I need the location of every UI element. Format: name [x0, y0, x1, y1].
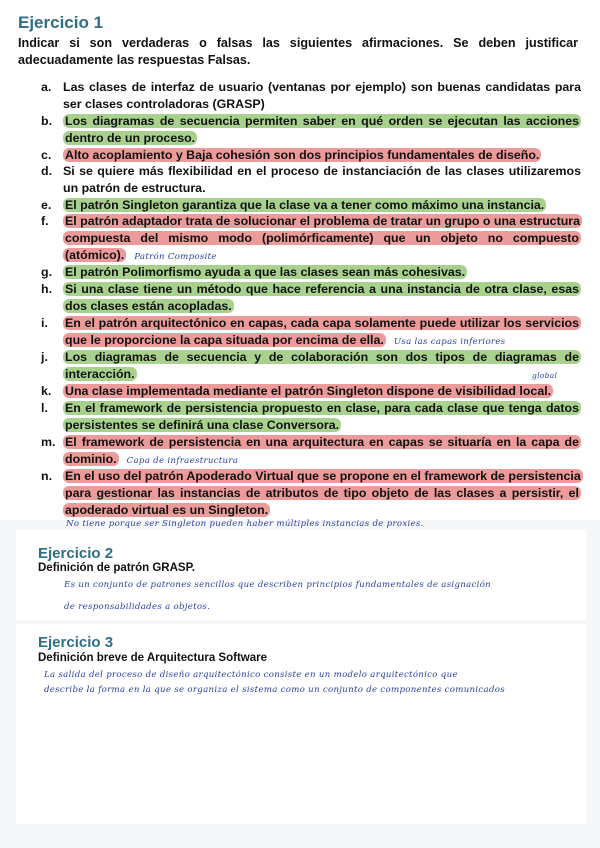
statement-letter: d. [41, 164, 53, 178]
statement-item [41, 113, 581, 147]
handwritten-note: Usa las capas inferiores [393, 337, 506, 347]
statement-letter: k. [41, 384, 52, 398]
exercise-3-answer-line-1: La salida del proceso de diseño arquitectónico consiste en un modelo arquitectónico que [44, 670, 458, 680]
statement-letter: a. [41, 80, 52, 94]
exercise-2-answer-line-2: de responsabilidades a objetos. [64, 602, 211, 612]
statement-item [41, 163, 581, 197]
statement-item [41, 281, 581, 315]
statement-letter: e. [41, 198, 52, 212]
statement-text: Las clases de interfaz de usuario (ventanas por ejemplo) son buenas candidatas para ser clases controladoras (GRASP) [63, 80, 581, 111]
statement-text: Una clase implementada mediante el patrón Singleton dispone de visibilidad local. [65, 384, 552, 398]
exercise-2-answer-line-1: Es un conjunto de patrones sencillos que describen principios fundamentales de asignación [64, 580, 491, 590]
statement-text: En el framework de persistencia propuesto en clase, para cada clase que tenga datos persistentes se definirá una clase Conversora. [65, 401, 579, 432]
statement-letter: h. [41, 282, 53, 296]
statement-item [41, 79, 581, 113]
statement-text: Si se quiere más flexibilidad en el proceso de instanciación de las clases utilizaremos un patrón de estructura. [63, 164, 581, 195]
exercise-2-prompt: Definición de patrón GRASP. [38, 562, 195, 574]
statement-text: El patrón Singleton garantiza que la clase va a tener como máximo una instancia. [65, 198, 545, 212]
statement-text: En el uso del patrón Apoderado Virtual que se propone en el framework de persistencia para gestionar las instancias de atributos de tipo objeto de las clases a persistir, el apoderado virtual es un Singleton. [65, 469, 581, 517]
statement-item [41, 383, 581, 400]
statement-item [41, 264, 581, 281]
statement-text: Los diagramas de secuencia permiten saber en qué orden se ejecutan las acciones dentro de un proceso. [65, 114, 579, 145]
statement-text: Los diagramas de secuencia y de colaboración son dos tipos de diagramas de interacción. [65, 350, 579, 381]
statement-item [41, 400, 581, 434]
statement-text: El patrón adaptador trata de solucionar el problema de tratar un grupo o una estructura compuesta del mismo modo (polimórficamente) que un objeto no compuesto (atómico). [65, 214, 580, 262]
statement-item [41, 434, 581, 470]
statement-item [41, 147, 581, 164]
statement-text: El framework de persistencia en una arquitectura en capas se situaría en la capa de dominio. [65, 435, 579, 466]
statement-letter: i. [41, 316, 48, 330]
statement-item [41, 468, 581, 519]
statement-item [41, 349, 581, 383]
exercise-3-title: Ejercicio 3 [38, 634, 114, 651]
handwritten-note-k: global [532, 371, 558, 380]
handwritten-note: Capa de infraestructura [126, 456, 239, 466]
exercise-3-prompt: Definición breve de Arquitectura Software [38, 652, 267, 664]
statement-letter: f. [41, 214, 49, 228]
statement-letter: n. [41, 469, 53, 483]
statement-letter: b. [41, 114, 53, 128]
exercise-1-instruction: Indicar si son verdaderas o falsas las siguientes afirmaciones. Se deben justificar adecuadamente las respuestas Falsas. [18, 36, 578, 67]
statement-letter: l. [41, 401, 48, 415]
statement-text: En el patrón arquitectónico en capas, cada capa solamente puede utilizar los servicios que le proporcione la capa situada por encima de ella. [65, 316, 579, 347]
handwritten-note-n: No tiene porque ser Singleton pueden haber múltiples instancias de proxies. [66, 519, 424, 529]
statement-item [41, 315, 581, 351]
statement-text: Si una clase tiene un método que hace referencia a una instancia de otra clase, esas dos clases están acopladas. [65, 282, 579, 313]
statement-item [41, 213, 581, 266]
statement-text: Alto acoplamiento y Baja cohesión son dos principios fundamentales de diseño. [65, 148, 540, 162]
statement-letter: g. [41, 265, 53, 279]
statement-letter: c. [41, 148, 52, 162]
exercise-1-title: Ejercicio 1 [18, 13, 104, 32]
statement-letter: j. [41, 350, 48, 364]
exercise-3-answer-line-2: describe la forma en la que se organiza el sistema como un conjunto de componentes comunicados [44, 685, 505, 695]
exercise-2-title: Ejercicio 2 [38, 545, 114, 562]
statement-text: El patrón Polimorfismo ayuda a que las clases sean más cohesivas. [65, 265, 466, 279]
handwritten-note: Patrón Composite [134, 252, 217, 262]
statement-letter: m. [41, 435, 56, 449]
statement-item [41, 197, 581, 214]
